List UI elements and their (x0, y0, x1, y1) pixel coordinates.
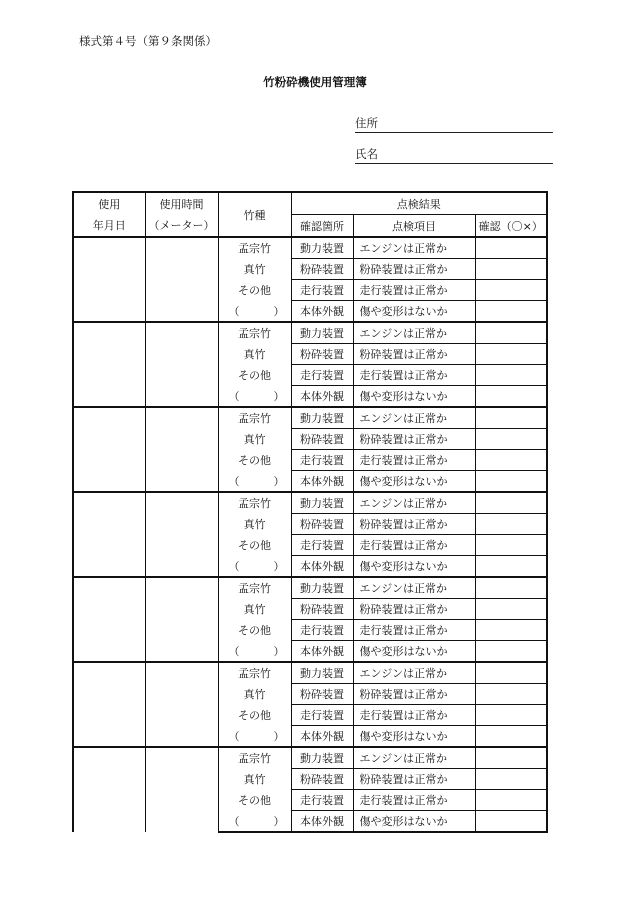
check-item: 粉砕装置は正常か (353, 259, 475, 280)
name-field[interactable] (355, 145, 553, 164)
species-option: 孟宗竹 (218, 662, 291, 684)
paren-close: ） (273, 814, 285, 828)
meter-cell[interactable] (145, 747, 218, 832)
check-item: 走行装置は正常か (353, 790, 475, 811)
confirm-cell[interactable] (475, 811, 547, 833)
check-location: 粉砕装置 (291, 769, 353, 790)
paren-open: （ (228, 474, 240, 488)
species-option: その他 (218, 705, 291, 726)
header-date-sub: 年月日 (73, 215, 145, 238)
check-location: 走行装置 (291, 450, 353, 471)
check-item: 粉砕装置は正常か (353, 684, 475, 705)
confirm-cell[interactable] (475, 492, 547, 514)
check-location: 粉砕装置 (291, 344, 353, 365)
confirm-cell[interactable] (475, 514, 547, 535)
check-location: 動力装置 (291, 322, 353, 344)
confirm-cell[interactable] (475, 705, 547, 726)
check-location: 本体外観 (291, 811, 353, 833)
check-location: 本体外観 (291, 641, 353, 663)
check-item: 粉砕装置は正常か (353, 514, 475, 535)
species-other-input[interactable] (218, 471, 291, 493)
species-option: その他 (218, 365, 291, 386)
paren-open: （ (228, 559, 240, 573)
species-option: 真竹 (218, 344, 291, 365)
check-location: 粉砕装置 (291, 684, 353, 705)
species-option: 孟宗竹 (218, 577, 291, 599)
check-location: 本体外観 (291, 556, 353, 578)
table-row (73, 492, 547, 514)
check-location: 走行装置 (291, 280, 353, 301)
confirm-cell[interactable] (475, 790, 547, 811)
confirm-cell[interactable] (475, 280, 547, 301)
paren-close: ） (273, 304, 285, 318)
paren-close: ） (273, 474, 285, 488)
check-location: 動力装置 (291, 747, 353, 769)
meter-cell[interactable] (145, 322, 218, 407)
header-species: 竹種 (218, 192, 291, 237)
form-number: 様式第４号（第９条関係） (79, 34, 217, 48)
species-option: 真竹 (218, 429, 291, 450)
check-item: 傷や変形はないか (353, 726, 475, 748)
species-option: その他 (218, 280, 291, 301)
check-location: 本体外観 (291, 301, 353, 323)
check-location: 本体外観 (291, 386, 353, 408)
address-field[interactable] (355, 114, 553, 133)
check-location: 動力装置 (291, 577, 353, 599)
confirm-cell[interactable] (475, 237, 547, 259)
date-cell[interactable] (73, 407, 145, 492)
check-item: エンジンは正常か (353, 492, 475, 514)
confirm-cell[interactable] (475, 556, 547, 578)
date-cell[interactable] (73, 492, 145, 577)
check-location: 動力装置 (291, 407, 353, 429)
meter-cell[interactable] (145, 577, 218, 662)
species-other-input[interactable] (218, 811, 291, 833)
page-title: 竹粉砕機使用管理簿 (263, 75, 367, 89)
check-item: 傷や変形はないか (353, 301, 475, 323)
header-location: 確認箇所 (291, 215, 353, 238)
check-location: 走行装置 (291, 790, 353, 811)
check-item: 粉砕装置は正常か (353, 429, 475, 450)
confirm-cell[interactable] (475, 577, 547, 599)
check-item: 粉砕装置は正常か (353, 344, 475, 365)
check-location: 粉砕装置 (291, 514, 353, 535)
confirm-cell[interactable] (475, 301, 547, 323)
check-location: 走行装置 (291, 535, 353, 556)
header-result: 点検結果 (291, 192, 547, 215)
confirm-cell[interactable] (475, 684, 547, 705)
species-option: 真竹 (218, 769, 291, 790)
species-option: その他 (218, 620, 291, 641)
check-location: 動力装置 (291, 237, 353, 259)
ledger-body (73, 237, 547, 832)
confirm-cell[interactable] (475, 769, 547, 790)
species-option: 真竹 (218, 514, 291, 535)
table-row (73, 322, 547, 344)
header-date: 使用 (73, 192, 145, 215)
confirm-cell[interactable] (475, 259, 547, 280)
confirm-cell[interactable] (475, 322, 547, 344)
table-row (73, 407, 547, 429)
species-option: 真竹 (218, 259, 291, 280)
species-other-input[interactable] (218, 641, 291, 663)
check-item: 粉砕装置は正常か (353, 599, 475, 620)
check-item: 走行装置は正常か (353, 535, 475, 556)
meter-cell[interactable] (145, 662, 218, 747)
paren-open: （ (228, 814, 240, 828)
check-item: 走行装置は正常か (353, 620, 475, 641)
check-location: 本体外観 (291, 726, 353, 748)
confirm-cell[interactable] (475, 365, 547, 386)
meter-cell[interactable] (145, 237, 218, 322)
check-item: 走行装置は正常か (353, 280, 475, 301)
confirm-cell[interactable] (475, 450, 547, 471)
date-cell[interactable] (73, 577, 145, 662)
species-option: 孟宗竹 (218, 322, 291, 344)
check-item: エンジンは正常か (353, 237, 475, 259)
check-location: 走行装置 (291, 705, 353, 726)
date-cell[interactable] (73, 322, 145, 407)
check-location: 粉砕装置 (291, 259, 353, 280)
check-item: 傷や変形はないか (353, 556, 475, 578)
date-cell[interactable] (73, 747, 145, 832)
check-item: 走行装置は正常か (353, 705, 475, 726)
meter-cell[interactable] (145, 407, 218, 492)
confirm-cell[interactable] (475, 620, 547, 641)
species-other-input[interactable] (218, 386, 291, 408)
check-item: エンジンは正常か (353, 662, 475, 684)
confirm-cell[interactable] (475, 407, 547, 429)
date-cell[interactable] (73, 662, 145, 747)
paren-open: （ (228, 644, 240, 658)
paren-open: （ (228, 389, 240, 403)
confirm-cell[interactable] (475, 429, 547, 450)
paren-open: （ (228, 729, 240, 743)
header-meter: 使用時間 (145, 192, 218, 215)
species-option: 真竹 (218, 599, 291, 620)
species-other-input[interactable] (218, 726, 291, 748)
check-location: 粉砕装置 (291, 599, 353, 620)
check-item: 傷や変形はないか (353, 386, 475, 408)
paren-close: ） (273, 389, 285, 403)
check-item: 走行装置は正常か (353, 365, 475, 386)
table-row (73, 662, 547, 684)
table-row (73, 747, 547, 769)
table-row (73, 577, 547, 599)
check-item: エンジンは正常か (353, 747, 475, 769)
confirm-cell[interactable] (475, 535, 547, 556)
check-item: エンジンは正常か (353, 322, 475, 344)
species-option: 真竹 (218, 684, 291, 705)
species-option: 孟宗竹 (218, 747, 291, 769)
confirm-cell[interactable] (475, 471, 547, 493)
confirm-cell[interactable] (475, 662, 547, 684)
check-item: 傷や変形はないか (353, 811, 475, 833)
species-option: 孟宗竹 (218, 237, 291, 259)
usage-ledger-table (72, 191, 548, 833)
paren-open: （ (228, 304, 240, 318)
check-item: 傷や変形はないか (353, 471, 475, 493)
confirm-cell[interactable] (475, 386, 547, 408)
header-meter-sub: （メーター） (145, 215, 218, 238)
table-row (73, 237, 547, 259)
paren-close: ） (273, 644, 285, 658)
date-cell[interactable] (73, 237, 145, 322)
name-label: 氏名 (355, 147, 378, 161)
check-location: 走行装置 (291, 365, 353, 386)
meter-cell[interactable] (145, 492, 218, 577)
check-item: 走行装置は正常か (353, 450, 475, 471)
header-item: 点検項目 (353, 215, 475, 238)
paren-close: ） (273, 559, 285, 573)
check-location: 走行装置 (291, 620, 353, 641)
confirm-cell[interactable] (475, 599, 547, 620)
address-label: 住所 (355, 116, 378, 130)
check-location: 粉砕装置 (291, 429, 353, 450)
check-location: 本体外観 (291, 471, 353, 493)
check-item: エンジンは正常か (353, 407, 475, 429)
paren-close: ） (273, 729, 285, 743)
confirm-cell[interactable] (475, 726, 547, 748)
species-other-input[interactable] (218, 301, 291, 323)
species-other-input[interactable] (218, 556, 291, 578)
header-confirm: 確認（〇×） (475, 215, 547, 238)
check-item: 粉砕装置は正常か (353, 769, 475, 790)
check-item: 傷や変形はないか (353, 641, 475, 663)
check-location: 動力装置 (291, 662, 353, 684)
species-option: 孟宗竹 (218, 492, 291, 514)
confirm-cell[interactable] (475, 344, 547, 365)
species-option: その他 (218, 450, 291, 471)
check-item: エンジンは正常か (353, 577, 475, 599)
confirm-cell[interactable] (475, 747, 547, 769)
species-option: その他 (218, 790, 291, 811)
species-option: 孟宗竹 (218, 407, 291, 429)
check-location: 動力装置 (291, 492, 353, 514)
confirm-cell[interactable] (475, 641, 547, 663)
species-option: その他 (218, 535, 291, 556)
